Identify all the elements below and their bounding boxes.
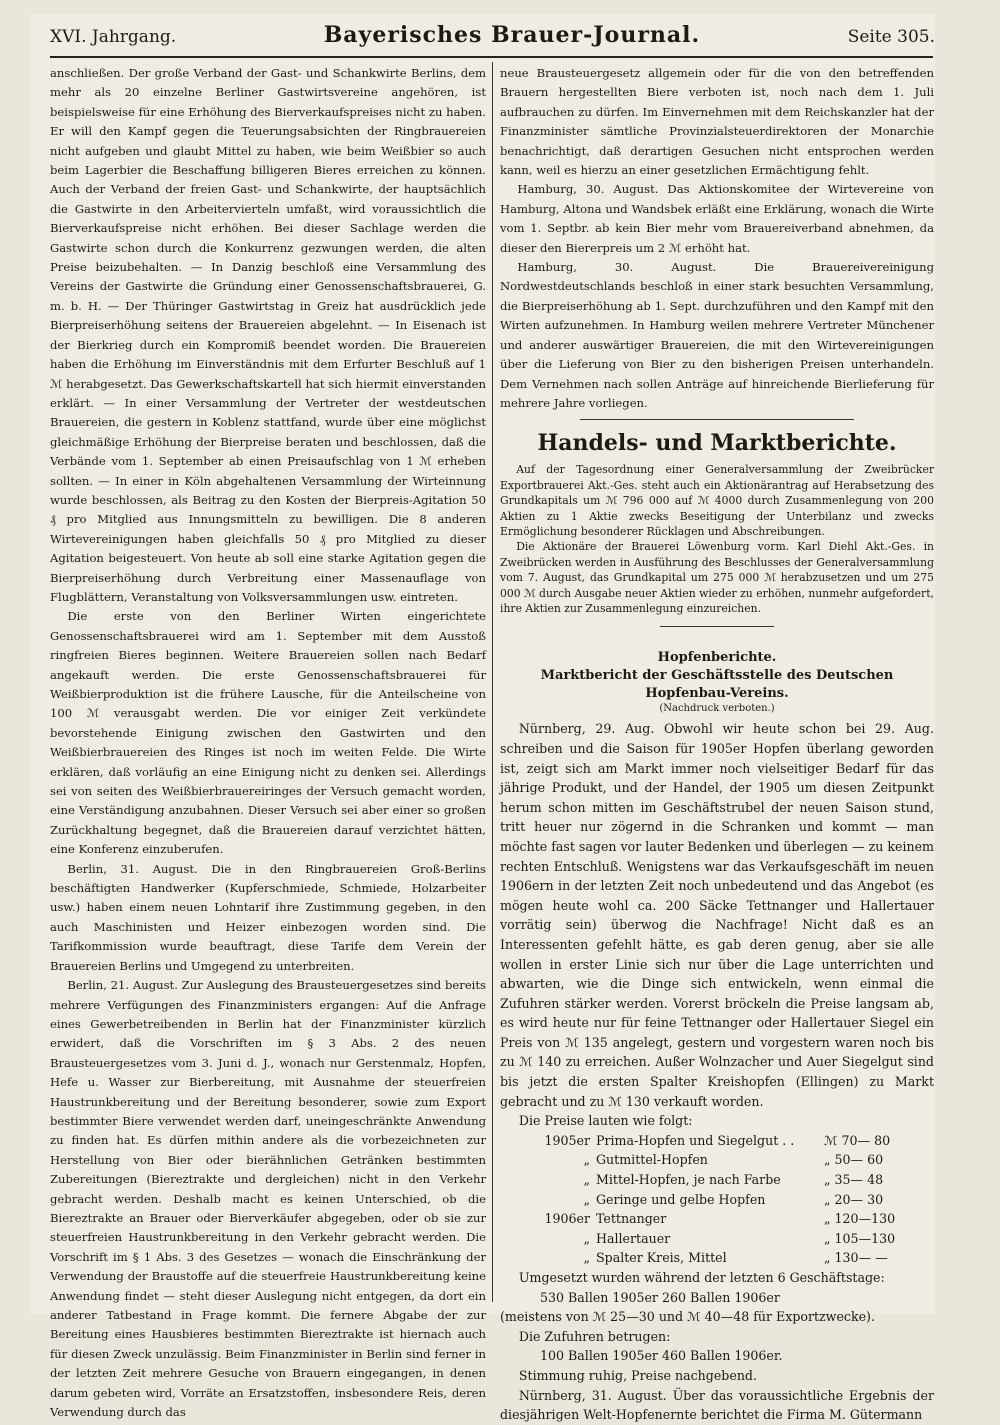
article-paragraph: Berlin, 31. August. Die in den Ringbrauereien Groß-Berlins beschäftigten Handwerker (Kupferschmiede, Schmiede, Holzarbeiter usw.) haben einem neuen Lohntarif ihre Zustimmung gegeben, in den auch Maschinisten und Heizer einbezogen worden sind. Die Tarifkommission wurde beauftragt, diese Tarife dem Verein der Brauereien Berlins und Umgegend zu unterbreiten.: [50, 861, 486, 973]
article-paragraph: Hamburg, 30. August. Die Brauereivereinigung Nordwestdeutschlands beschloß in einer stark besuchten Versammlung, die Bierpreiserhöhung ab 1. Sept. durchzuführen und den Kampf mit den Wirten aufzunehmen. In Hamburg weilen mehrere Vertreter Münchener und anderer auswärtiger Brauereien, die mit den Wirtevereinigungen über die Lieferung von Bier zu den bisherigen Preisen unterhandeln. Dem Vernehmen nach sollen Anträge auf hinreichende Bierlieferung für mehrere Jahre vorliegen.: [500, 260, 934, 410]
article-paragraph: Nürnberg, 29. Aug. Obwohl wir heute schon bei 29. Aug. schreiben und die Saison für 1905er Hopfen überlang geworden ist, zeigt sich am Markt immer noch vielseitiger Bedarf für das jährige Produkt, und der Handel, der 1905 um diesen Zeitpunkt herum schon mitten im Geschäftstrubel der neuen Saison stund, tritt heuer nur zögernd in die Schranken und kommt — man möchte fast sagen vor lauter Bedenken und überlegen — zu keinem rechten Entschluß. Wenigstens war das Verkaufsgeschäft im neuen 1906ern in der letzten Zeit noch unbedeutend und das Angebot (es mögen heute wohl ca. 200 Säcke Tettnanger und Hallertauer vorrätig sein) überwog die Nachfrage! Nicht daß es an Interessenten gefehlt hätte, es gab deren genug, aber sie alle wollen in erster Linie sich nur über die Lage unterrichten und abwarten, wie die Dinge sich entwickeln, wenn einmal die Zufuhren stärker werden. Vorerst bröckeln die Preise langsam ab, es wird heute nur für feine Tettnanger oder Hallertauer Siegel ein Preis von ℳ 135 angelegt, gestern und vorgestern waren noch bis zu ℳ 140 zu erreichen. Außer Wolnzacher und Auer Siegelgut sind bis jetzt die ersten Spalter Kreishopfen (Ellingen) zu Markt gebracht und zu ℳ 130 verkauft worden.: [500, 721, 934, 1109]
page-header: [50, 22, 935, 52]
journal-title: Bayerisches Brauer-Journal.: [323, 22, 701, 48]
turnover-values: 530 Ballen 1905er 260 Ballen 1906er: [540, 1289, 780, 1305]
price-row: „ Gutmittel-Hopfen „ 50— 60: [583, 1152, 884, 1168]
price-table: [530, 1131, 934, 1268]
price-row: 1906er Tettnanger „ 120—130: [544, 1211, 896, 1227]
section-rule: [660, 626, 774, 627]
newspaper-page: [30, 14, 935, 1423]
header-rule: [50, 56, 933, 58]
article-paragraph: Die erste von den Berliner Wirten eingerichtete Genossenschaftsbrauerei wird am 1. September mit dem Ausstoß ringfreien Bieres beginnen. Weitere Brauereien sollen nach Bedarf angekauft werden. Die erste Genossenschaftsbrauerei für Weißbierproduktion ist die frühere Lausche, für die Anteilscheine von 100 ℳ verausgabt werden. Die vor einiger Zeit verkündete bevorstehende Einigung zwischen den Gastwirten und den Weißbierbrauereien des Ringes ist noch im weiten Felde. Die Wirte erklären, daß vorläufig an eine Einigung nicht zu denken sei. Allerdings sei von seiten des Weißbierbrauereiringes der Versuch gemacht worden, eine Verständigung anzubahnen. Dieser Versuch sei aber einer so großen Zurückhaltung begegnet, daß die Brauereien darauf verzichtet hätten, eine Konferenz einzuberufen.: [50, 609, 486, 857]
price-row: „ Geringe und gelbe Hopfen „ 20— 30: [583, 1191, 884, 1207]
price-row: „ Hallertauer „ 105—130: [583, 1230, 896, 1246]
article-paragraph: Hamburg, 30. August. Das Aktionskomitee der Wirtevereine von Hamburg, Altona und Wandsbek erläßt eine Erklärung, wonach die Wirte vom 1. Septbr. ab kein Bier mehr vom Brauereiverband abnehmen, da dieser den Biererpreis um 2 ℳ erhöht hat.: [500, 182, 934, 255]
reprint-note: (Nachdruck verboten.): [659, 703, 775, 715]
price-row: 1905er Prima-Hopfen und Siegelgut . . ℳ 70— 80: [544, 1132, 891, 1148]
market-report: [500, 719, 934, 1424]
turnover-note: (meistens von ℳ 25—30 und ℳ 40—48 für Exportzwecke).: [500, 1309, 875, 1325]
supply-intro: Die Zufuhren betrugen:: [518, 1328, 671, 1344]
left-column: [50, 64, 486, 1422]
section-title: Handels- und Marktberichte.: [537, 430, 897, 457]
price-row: „ Mittel-Hopfen, je nach Farbe „ 35— 48: [583, 1172, 884, 1188]
hopfen-title: Hopfenberichte.: [657, 650, 777, 666]
section-body: [500, 462, 934, 616]
article-paragraph: anschließen. Der große Verband der Gast- und Schankwirte Berlins, dem mehr als 20 einzelne Berliner Gastwirtsvereine angehören, ist beispielsweise für eine Erhöhung des Bierverkaufspreises nicht zu haben. Er will den Kampf gegen die Teuerungsabsichten der Ringbrauereien nicht aufgeben und glaubt Mittel zu haben, wie beim Weißbier so auch beim Lagerbier die Beschaffung billigeren Bieres erreichen zu können. Auch der Verband der freien Gast- und Schankwirte, der hauptsächlich die Gastwirte in den Arbeitervierteln umfaßt, wird voraussichtlich die Bierverkaufspreise nicht erhöhen. Bei dieser Sachlage werden die Gastwirte schon durch die Konkurrenz gezwungen werden, die alten Preise beizubehalten. — In Danzig beschloß eine Versammlung des Vereins der Gastwirte die Gründung einer Genossenschaftsbrauerei, G. m. b. H. — Der Thüringer Gastwirtstag in Greiz hat ausdrücklich jede Bierpreiserhöhung seitens der Brauereien abgelehnt. — In Eisenach ist der Bierkrieg durch ein Kompromiß beendet worden. Die Brauereien haben die Erhöhung im Einverständnis mit dem Erfurter Beschluß auf 1 ℳ herabgesetzt. Das Gewerkschaftskartell hat sich hiermit einverstanden erklärt. — In einer Versammlung der Vertreter der westdeutschen Brauereien, die gestern in Koblenz stattfand, wurde über eine möglichst gleichmäßige Erhöhung der Bierpreise beraten und beschlossen, daß die Verbände vom 1. September ab einen Preisaufschlag von 1 ℳ erheben sollten. — In einer in Köln abgehaltenen Versammlung der Wirteinnung wurde beschlossen, als Beitrag zu den Kosten der Bierpreis-Agitation 50 ₰ pro Mitglied aus Innungsmitteln zu bewilligen. Die 8 anderen Wirtevereinigungen haben gleichfalls 50 ₰ pro Mitglied zu dieser Agitation beigesteuert. Von heute ab soll eine starke Agitation gegen die Bierpreiserhöhung durch Verbreitung einer Massenauflage von Flugblättern, Veranstaltung von Volksversammlungen usw. eintreten.: [50, 66, 486, 604]
column-divider: [492, 62, 493, 1302]
supply-values: 100 Ballen 1905er 460 Ballen 1906er.: [540, 1348, 783, 1364]
prices-intro: Die Preise lauten wie folgt:: [518, 1113, 693, 1129]
volume-label: XVI. Jahrgang.: [50, 27, 177, 47]
market-mood: Stimmung ruhig, Preise nachgebend.: [518, 1367, 757, 1383]
price-row: „ Spalter Kreis, Mittel „ 130— —: [583, 1250, 888, 1266]
turnover-intro: Umgesetzt wurden während der letzten 6 Geschäftstage:: [518, 1270, 885, 1285]
article-paragraph: neue Brausteuergesetz allgemein oder für die von den betreffenden Brauern hergestellten Biere verboten ist, noch nach dem 1. Juli aufbrauchen zu dürfen. Im Einvernehmen mit dem Reichskanzler hat der Finanzminister sämtliche Provinzialsteuerdirektoren der Monarchie benachrichtigt, daß derartigen Gesuchen nicht entsprochen werden kann, weil es hierzu an einer gesetzlichen Ermächtigung fehlt.: [500, 66, 934, 178]
article-paragraph: Auf der Tagesordnung einer Generalversammlung der Zweibrücker Exportbrauerei Akt.-Ges. steht auch ein Aktionärantrag auf Herabsetzung des Grundkapitals um ℳ 796 000 auf ℳ 4000 durch Zusammenlegung von 200 Aktien zu 1 Aktie zwecks Beseitigung der Unterbilanz und zwecks Ermöglichung besonderer Rücklagen und Abschreibungen.: [500, 463, 934, 538]
article-paragraph: Berlin, 21. August. Zur Auslegung des Brausteuergesetzes sind bereits mehrere Verfügungen des Finanzministers ergangen: Auf die Anfrage eines Gewerbetreibenden in Berlin hat der Finanzminister kürzlich erwidert, daß die Vorschriften im § 3 Abs. 2 des neuen Brausteuergesetzes vom 3. Juni d. J., wonach nur Gerstenmalz, Hopfen, Hefe u. Wasser zur Bierbereitung, mit Ausnahme der steuerfreien Haustrunkbereitung und der Bereitung besonderer, sowie zum Export bestimmter Biere verwendet werden darf, uneingeschränkte Anwendung zu finden hat. Es dürfen mithin andere als die vorbezeichneten zur Herstellung von Bier oder bierähnlichen Getränken bestimmten Zubereitungen (Biereztrakte und dergleichen) nicht in den Verkehr gebracht werden. Deshalb macht es keinen Unterschied, ob die Biereztrakte an Brauer oder Bierverkäufer abgegeben, oder ob sie zur steuerfreien Haustrunkbereitung in den Verkehr gebracht werden. Die Vorschrift im § 1 Abs. 3 des Gesetzes — wonach die Einschränkung der Verwendung der Braustoffe auf die steuerfreie Haustrunkbereitung keine Anwendung findet — steht dieser Auslegung nicht entgegen, da dort ein anderer Tatbestand in Frage kommt. Die fernere Abgabe der zur Bereitung eines Hausbieres bestimmten Biereztrakte ist hiernach auch für diesen Zweck unzulässig. Beim Finanzminister in Berlin sind ferner in der letzten Zeit mehrere Gesuche von Brauern eingegangen, in denen darum gebeten wird, Vorräte an Ersatzstoffen, insbesondere Reis, deren Verwendung durch das: [50, 978, 486, 1420]
page-number: Seite 305.: [847, 27, 935, 47]
market-report-title: Marktbericht der Geschäftsstelle des Deutschen Hopfenbau-Vereins.: [540, 668, 894, 702]
article-paragraph: Nürnberg, 31. August. Über das voraussichtliche Ergebnis der diesjährigen Welt-Hopfenernte berichtet die Firma M. Gütermann: [500, 1387, 934, 1423]
right-column: [500, 64, 934, 1425]
section-rule: [580, 419, 854, 420]
article-paragraph: Die Aktionäre der Brauerei Löwenburg vorm. Karl Diehl Akt.-Ges. in Zweibrücken werden in Ausführung des Beschlusses der Generalversammlung vom 7. August, das Grundkapital um 275 000 ℳ herabzusetzen und um 275 000 ℳ durch Ausgabe neuer Aktien wieder zu erhöhen, nunmehr aufgefordert, ihre Aktien zur Zusammenlegung einzureichen.: [500, 540, 934, 615]
